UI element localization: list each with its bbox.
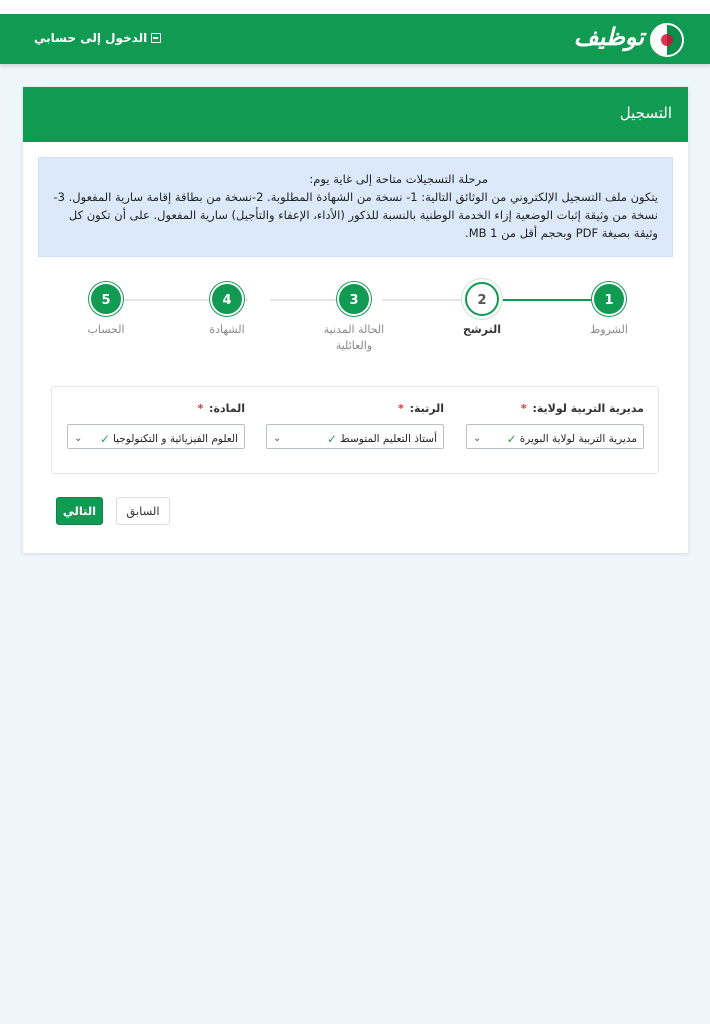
step-2-circle: 2 xyxy=(465,282,499,316)
notice-title: مرحلة التسجيلات متاحة إلى غاية يوم: xyxy=(309,172,488,186)
top-navbar xyxy=(0,14,710,64)
registration-notice xyxy=(38,157,673,257)
required-mark: * xyxy=(197,402,204,415)
step-4[interactable] xyxy=(177,282,277,338)
registration-card xyxy=(23,87,688,553)
rank-select[interactable] xyxy=(266,424,444,449)
step-1-label: الشروط xyxy=(590,323,628,336)
directorate-label xyxy=(466,402,644,418)
chevron-down-icon: ⌄ xyxy=(74,433,83,444)
login-icon xyxy=(151,33,161,43)
algeria-flag-icon xyxy=(650,23,684,57)
site-logo[interactable] xyxy=(573,20,686,58)
logo-text: توظيف xyxy=(573,22,644,51)
subject-field xyxy=(67,402,245,449)
step-5-label: الحساب xyxy=(87,323,125,336)
next-button[interactable]: التالي xyxy=(56,497,103,525)
directorate-label-text: مديرية التربية لولاية: xyxy=(532,402,644,415)
required-mark: * xyxy=(397,402,404,415)
progress-stepper xyxy=(23,282,688,362)
rank-label-text: الرتبة: xyxy=(409,402,444,415)
required-mark: * xyxy=(520,402,527,415)
card-title: التسجيل xyxy=(23,87,688,142)
rank-field xyxy=(266,402,444,449)
subject-label xyxy=(67,402,245,418)
previous-button[interactable]: السابق xyxy=(116,497,170,525)
chevron-down-icon: ⌄ xyxy=(273,433,282,444)
chevron-down-icon: ⌄ xyxy=(473,433,482,444)
candidacy-form xyxy=(51,386,659,474)
subject-select[interactable] xyxy=(67,424,245,449)
top-strip xyxy=(0,0,710,14)
directorate-value: مديرية التربية لولاية البويرة xyxy=(519,432,637,445)
check-icon: ✓ xyxy=(99,431,110,446)
check-icon: ✓ xyxy=(326,431,338,446)
rank-label xyxy=(266,402,444,418)
step-4-label: الشهادة xyxy=(209,323,245,336)
login-link[interactable] xyxy=(34,31,161,45)
step-2-label: الترشح xyxy=(463,323,501,336)
check-icon: ✓ xyxy=(506,431,517,446)
subject-value: العلوم الفيزيائية و التكنولوجيا xyxy=(112,432,238,445)
step-4-circle: 4 xyxy=(210,282,244,316)
notice-body: يتكون ملف التسجيل الإلكتروني من الوثائق التالية: 1- نسخة من الشهادة المطلوبة. 2-نسخة من بطاقة إقامة سارية المفعول. 3-نسخة من وثيقة إثبات الوضعية إزاء الخدمة الوطنية بالنسبة للذكور (الأداء، الإعفاء والتأجيل) سارية المفعول. على أن تكون كل وثيقة بصيغة PDF وبحجم أقل من 1 MB. xyxy=(53,190,658,240)
step-5-circle: 5 xyxy=(89,282,123,316)
login-label: الدخول إلى حسابي xyxy=(34,31,148,45)
step-3[interactable] xyxy=(304,282,404,354)
step-1-circle: 1 xyxy=(592,282,626,316)
directorate-select[interactable] xyxy=(466,424,644,449)
directorate-field xyxy=(466,402,644,449)
step-5[interactable] xyxy=(56,282,156,338)
step-2[interactable] xyxy=(432,282,532,338)
step-3-circle: 3 xyxy=(337,282,371,316)
step-1[interactable] xyxy=(559,282,659,338)
subject-label-text: المادة: xyxy=(209,402,245,415)
step-3-label: الحالة المدنية والعائلية xyxy=(323,323,385,352)
rank-value: أستاذ التعليم المتوسط xyxy=(340,432,437,445)
